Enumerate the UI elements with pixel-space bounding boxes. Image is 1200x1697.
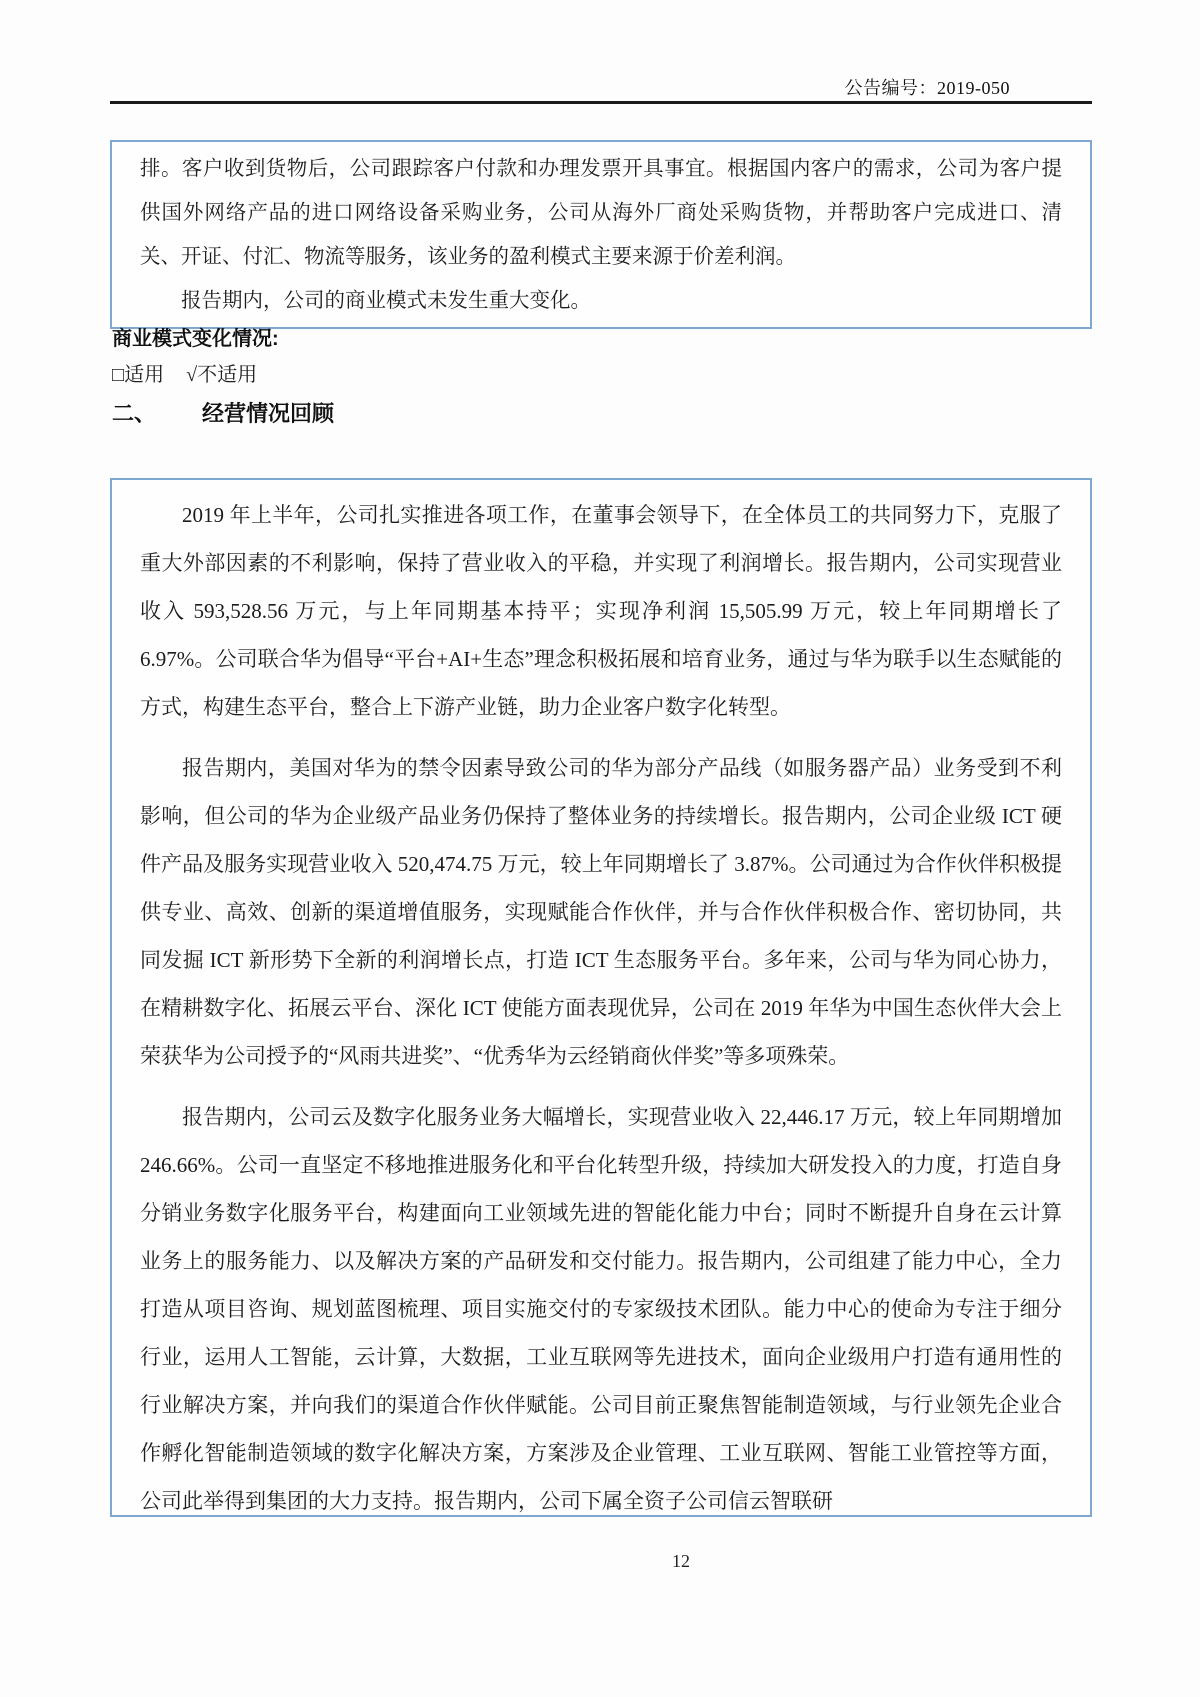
header-divider — [110, 101, 1092, 104]
checkmark-icon: √ — [186, 364, 198, 386]
business-model-text-box — [110, 140, 1092, 329]
page-number: 12 — [672, 1551, 690, 1571]
section-heading — [112, 397, 334, 428]
paragraph: 报告期内，公司的商业模式未发生重大变化。 — [181, 290, 591, 312]
applicable-label: 适用 — [124, 364, 165, 386]
not-applicable-label: 不适用 — [197, 364, 258, 386]
paragraph: 排。客户收到货物后，公司跟踪客户付款和办理发票开具事宜。根据国内客户的需求，公司为客户提供国外网络产品的进口网络设备采购业务，公司从海外厂商处采购货物，并帮助客户完成进口、清关、开证、付汇、物流等服务，该业务的盈利模式主要来源于价差利润。 — [140, 158, 1062, 268]
paragraph: 2019 年上半年，公司扎实推进各项工作，在董事会领导下，在全体员工的共同努力下，克服了重大外部因素的不利影响，保持了营业收入的平稳，并实现了利润增长。报告期内，公司实现营业收入 593,528.56 万元，与上年同期基本持平；实现净利润 15,505.99 万元，较上年同期增长了 6.97%。公司联合华为倡导“平台+AI+生态”理念积极拓展和培育业务，通过与华为联手以生态赋能的方式，构建生态平台，整合上下游产业链，助力企业客户数字化转型。 — [140, 503, 1062, 719]
operating-review-text-box — [110, 478, 1092, 1517]
applicability-options — [112, 358, 257, 387]
paragraph: 报告期内，美国对华为的禁令因素导致公司的华为部分产品线（如服务器产品）业务受到不利影响，但公司的华为企业级产品业务仍保持了整体业务的持续增长。报告期内，公司企业级 ICT 硬件产品及服务实现营业收入 520,474.75 万元，较上年同期增长了 3.87%。公司通过为合作伙伴积极提供专业、高效、创新的渠道增值服务，实现赋能合作伙伴，并与合作伙伴积极合作、密切协同，共同发掘 ICT 新形势下全新的利润增长点，打造 ICT 生态服务平台。多年来，公司与华为同心协力，在精耕数字化、拓展云平台、深化 ICT 使能方面表现优异，公司在 2019 年华为中国生态伙伴大会上荣获华为公司授予的“风雨共进奖”、“优秀华为云经销商伙伴奖”等多项殊荣。 — [140, 756, 1062, 1068]
section-numbering: 二、 — [112, 401, 157, 426]
paragraph: 报告期内，公司云及数字化服务业务大幅增长，实现营业收入 22,446.17 万元，较上年同期增加 246.66%。公司一直坚定不移地推进服务化和平台化转型升级，持续加大研发投入的力度，打造自身分销业务数字化服务平台，构建面向工业领域先进的智能化能力中台；同时不断提升自身在云计算业务上的服务能力、以及解决方案的产品研发和交付能力。报告期内，公司组建了能力中心，全力打造从项目咨询、规划蓝图梳理、项目实施交付的专家级技术团队。能力中心的使命为专注于细分行业，运用人工智能，云计算，大数据，工业互联网等先进技术，面向企业级用户打造有通用性的行业解决方案，并向我们的渠道合作伙伴赋能。公司目前正聚焦智能制造领域，与行业领先企业合作孵化智能制造领域的数字化解决方案，方案涉及企业管理、工业互联网、智能工业管控等方面，公司此举得到集团的大力支持。报告期内，公司下属全资子公司信云智联研 — [140, 1105, 1062, 1513]
business-model-change-title: 商业模式变化情况: — [112, 328, 279, 350]
checkbox-unchecked-icon: □ — [112, 364, 125, 386]
section-title: 经营情况回顾 — [202, 401, 335, 426]
announcement-number: 公告编号：2019-050 — [844, 78, 1010, 98]
